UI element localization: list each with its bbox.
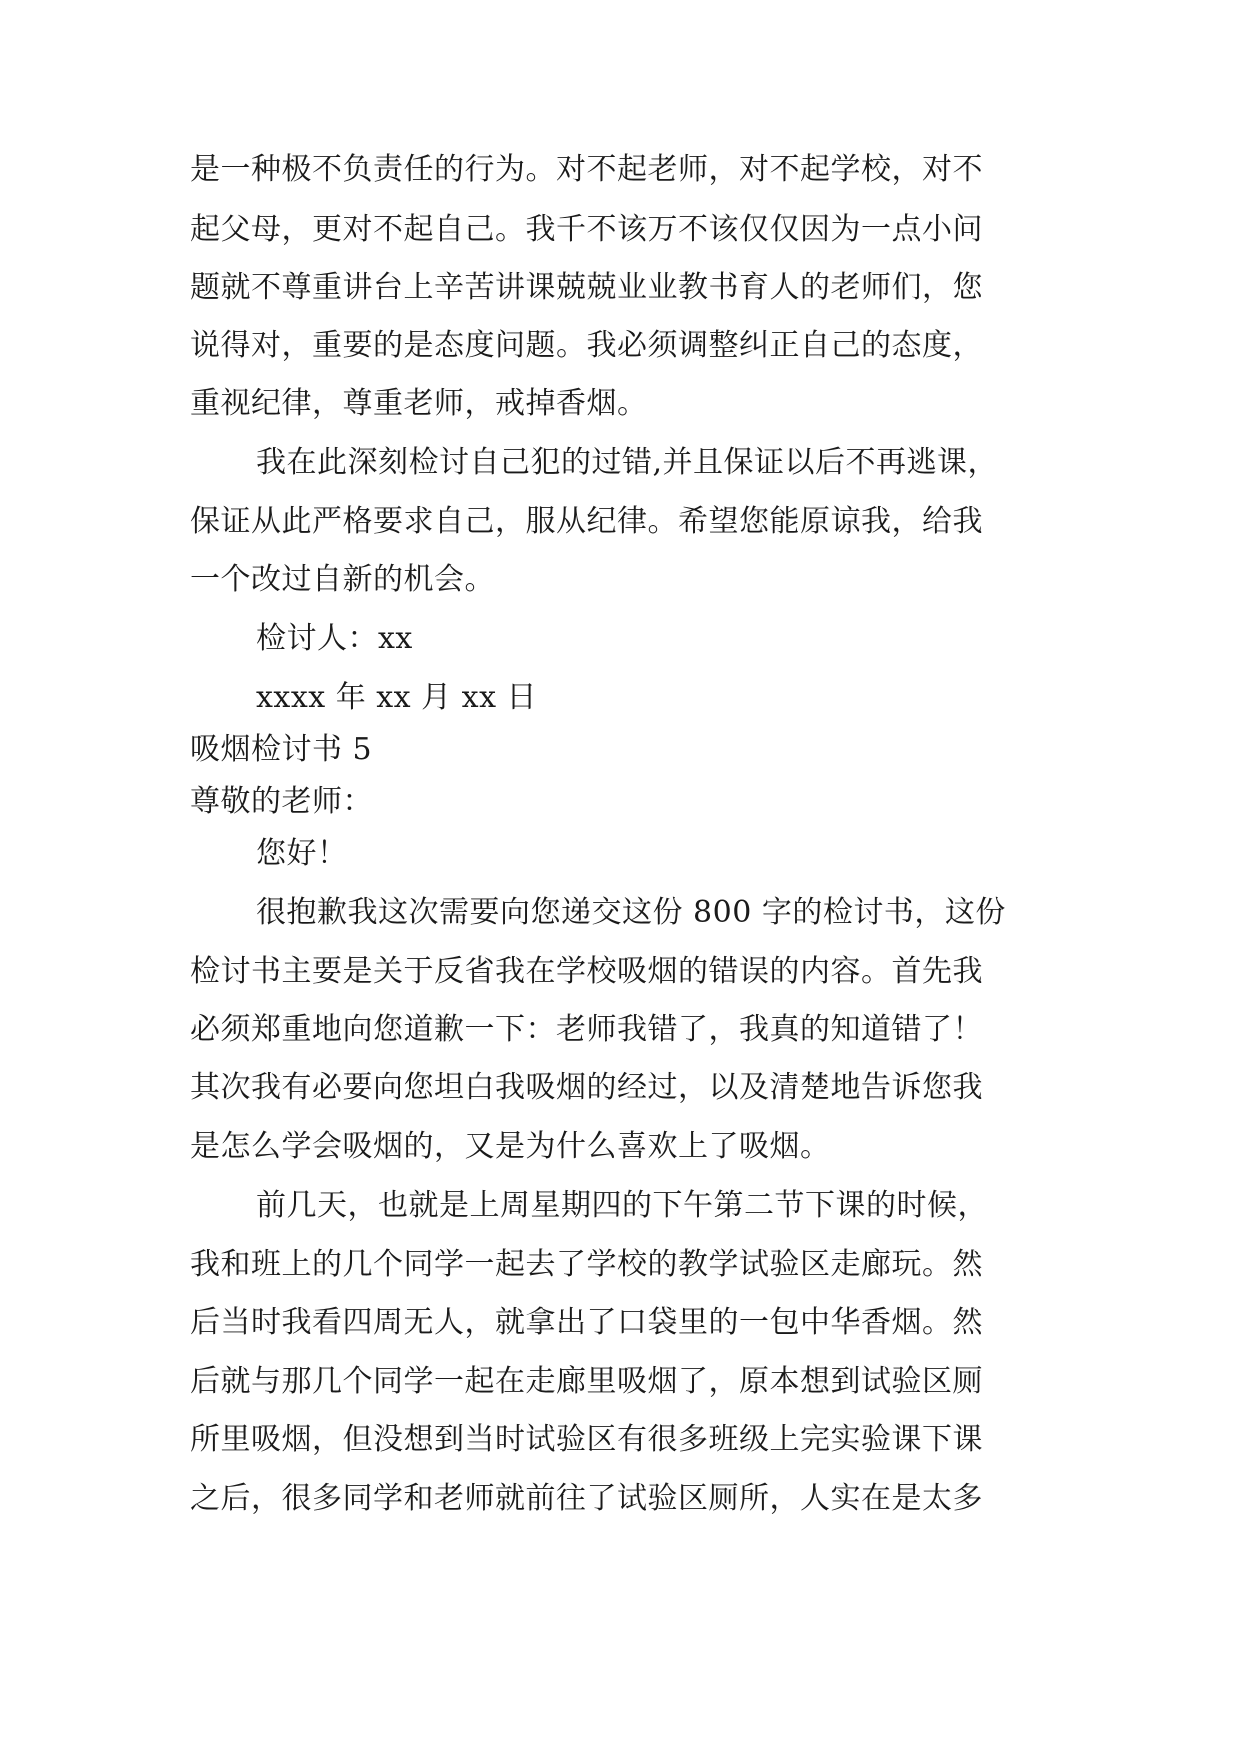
body-line: 所里吸烟，但没想到当时试验区有很多班级上完实验课下课	[190, 1422, 983, 1457]
body-line: 是怎么学会吸烟的，又是为什么喜欢上了吸烟。	[190, 1129, 831, 1164]
paragraph-first-line: 前几天，也就是上周星期四的下午第二节下课的时候，	[256, 1188, 988, 1223]
body-line: 一个改过自新的机会。	[190, 562, 495, 597]
signature-line: 检讨人：xx	[256, 621, 413, 656]
section-title: 吸烟检讨书 5	[190, 732, 373, 767]
body-line: 重视纪律，尊重老师，戒掉香烟。	[190, 386, 648, 421]
body-line: 是一种极不负责任的行为。对不起老师，对不起学校，对不	[190, 152, 983, 187]
body-line: 保证从此严格要求自己，服从纪律。希望您能原谅我，给我	[190, 504, 983, 539]
greeting: 您好！	[256, 836, 348, 871]
body-line: 说得对，重要的是态度问题。我必须调整纠正自己的态度，	[190, 328, 983, 363]
salutation: 尊敬的老师：	[190, 784, 373, 819]
body-line: 其次我有必要向您坦白我吸烟的经过，以及清楚地告诉您我	[190, 1070, 983, 1105]
date-line: xxxx 年 xx 月 xx 日	[256, 680, 538, 715]
body-line: 之后，很多同学和老师就前往了试验区厕所，人实在是太多	[190, 1481, 983, 1516]
body-line: 必须郑重地向您道歉一下：老师我错了，我真的知道错了！	[190, 1012, 983, 1047]
body-line: 我和班上的几个同学一起去了学校的教学试验区走廊玩。然	[190, 1247, 983, 1282]
body-line: 检讨书主要是关于反省我在学校吸烟的错误的内容。首先我	[190, 954, 983, 989]
body-line: 后当时我看四周无人，就拿出了口袋里的一包中华香烟。然	[190, 1305, 983, 1340]
paragraph-first-line: 我在此深刻检讨自己犯的过错,并且保证以后不再逃课，	[256, 445, 999, 480]
body-line: 后就与那几个同学一起在走廊里吸烟了，原本想到试验区厕	[190, 1364, 983, 1399]
paragraph-first-line: 很抱歉我这次需要向您递交这份 800 字的检讨书，这份	[256, 895, 1006, 930]
body-line: 起父母，更对不起自己。我千不该万不该仅仅因为一点小问	[190, 212, 983, 247]
body-line: 题就不尊重讲台上辛苦讲课兢兢业业教书育人的老师们，您	[190, 270, 983, 305]
